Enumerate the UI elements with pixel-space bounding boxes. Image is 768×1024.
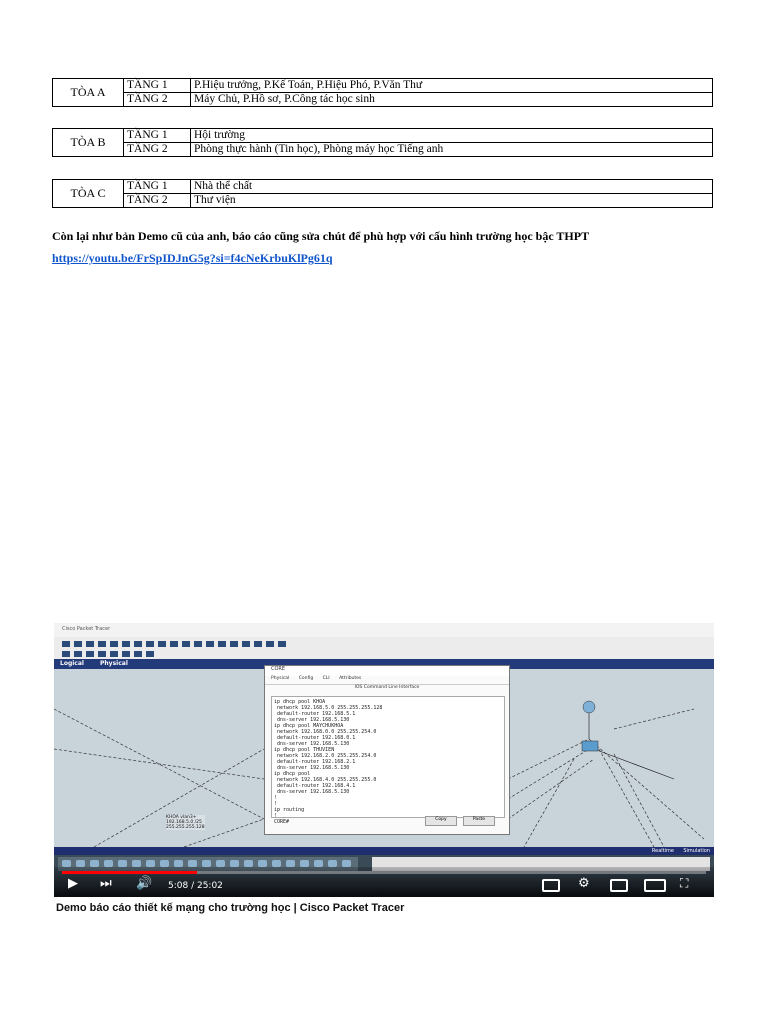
rooms-cell: P.Hiệu trưởng, P.Kế Toán, P.Hiệu Phó, P.Văn Thư bbox=[191, 79, 713, 93]
floor-label: TẦNG 1 bbox=[124, 180, 191, 194]
building-table-c bbox=[52, 179, 713, 208]
dialog-title: CORE bbox=[265, 666, 509, 676]
video-thumbnail[interactable] bbox=[54, 623, 714, 897]
floor-label: TẦNG 2 bbox=[124, 143, 191, 157]
time-bar bbox=[54, 847, 714, 855]
volume-icon[interactable]: 🔊 bbox=[136, 876, 153, 891]
network-label: KHOA vlan3+ 192.168.5.0 /25 255.255.255.128 bbox=[166, 815, 205, 830]
settings-icon[interactable]: ⚙ bbox=[578, 876, 590, 891]
rooms-cell: Hội trường bbox=[191, 129, 713, 143]
floor-label: TẦNG 1 bbox=[124, 79, 191, 93]
rooms-cell: Máy Chủ, P.Hồ sơ, P.Công tác học sinh bbox=[191, 93, 713, 107]
video-time: 5:08 / 25:02 bbox=[168, 881, 223, 891]
next-icon[interactable]: ⏭ bbox=[100, 876, 112, 891]
subtitles-icon[interactable] bbox=[542, 879, 560, 892]
dialog-tab: Config bbox=[298, 676, 314, 681]
cli-header: IOS Command Line Interface bbox=[354, 685, 420, 690]
cli-dialog bbox=[264, 665, 510, 835]
app-title-bar bbox=[54, 623, 714, 637]
dialog-tab: Attributes bbox=[339, 676, 362, 681]
progress-fill bbox=[62, 871, 197, 874]
theater-mode-icon[interactable] bbox=[644, 879, 666, 892]
paste-button: Paste bbox=[463, 816, 495, 826]
building-name: TÒA A bbox=[53, 79, 124, 107]
realtime-label: Realtime bbox=[651, 848, 674, 854]
simulation-label: Simulation bbox=[683, 848, 710, 854]
floor-label: TẦNG 2 bbox=[124, 93, 191, 107]
building-name: TÒA C bbox=[53, 180, 124, 208]
video-caption: Demo báo cáo thiết kế mạng cho trường học | Cisco Packet Tracer bbox=[56, 902, 405, 914]
dialog-tab: CLI bbox=[322, 676, 330, 681]
building-table-b bbox=[52, 128, 713, 157]
play-icon[interactable]: ▶ bbox=[68, 876, 78, 891]
rooms-cell: Nhà thể chất bbox=[191, 180, 713, 194]
youtube-link[interactable]: https://youtu.be/FrSpIDJnG5g?si=f4cNeKrbuKlPg61q bbox=[52, 251, 333, 265]
floor-label: TẦNG 2 bbox=[124, 194, 191, 208]
note-text: Còn lại như bản Demo cũ của anh, báo cáo cũng sửa chút để phù hợp với cấu hình trường học bậc THPT bbox=[52, 229, 590, 243]
building-name: TÒA B bbox=[53, 129, 124, 157]
video-player-controls[interactable] bbox=[54, 867, 714, 897]
floor-label: TẦNG 1 bbox=[124, 129, 191, 143]
miniplayer-icon[interactable] bbox=[610, 879, 628, 892]
building-table-a bbox=[52, 78, 713, 107]
copy-button: Copy bbox=[425, 816, 457, 826]
dialog-tabs bbox=[265, 676, 509, 685]
dialog-tab: Physical bbox=[271, 676, 290, 681]
rooms-cell: Thư viện bbox=[191, 194, 713, 208]
progress-bar[interactable] bbox=[62, 871, 706, 874]
cli-output: ip dhcp pool KHOA network 192.168.5.0 255.255.255.128 default-router 192.168.5.1 dns-server 192.168.5.130 ip dhcp pool MAYCHUKHOA network 192.168.0.0 255.255.254.0 default-router 192.168.0.1 dns-server 192.168.5.130 ip dhcp pool THUVIEN network 192.168.2.0 255.255.254.0 default-router 192.168.2.1 dns-server 192.168.5.130 ip dhcp pool network 192.168.4.0 255.255.255.0 default-router 192.168.4.1 dns-server 192.168.5.130 ! ! ip routing ! CORE# bbox=[271, 696, 505, 818]
tab-logical: Logical bbox=[60, 660, 84, 667]
rooms-cell: Phòng thực hành (Tin học), Phòng máy học Tiếng anh bbox=[191, 143, 713, 157]
app-title: Cisco Packet Tracer bbox=[62, 626, 111, 632]
tab-physical: Physical bbox=[100, 660, 128, 667]
fullscreen-icon[interactable]: ⛶ bbox=[680, 876, 689, 890]
